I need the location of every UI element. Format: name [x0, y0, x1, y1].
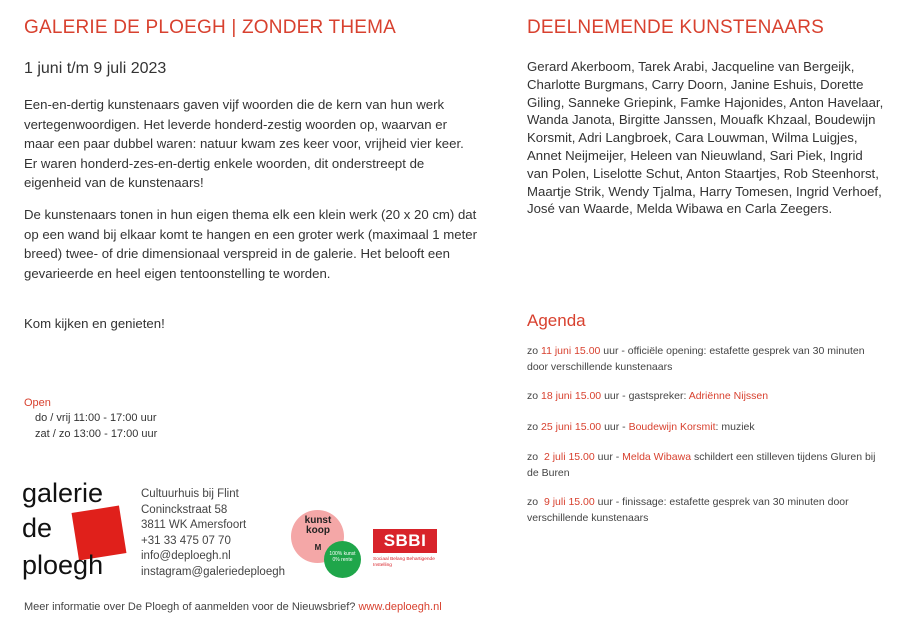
- agenda-text-suffix: schildert een stilleven tijdens Gluren bij de Buren: [527, 451, 876, 479]
- intro-paragraph-1: Een-en-dertig kunstenaars gaven vijf woorden die de kern van hun werk vertegenwoordigen. Het leverde honderd-zestig woorden op, waarvan er maar een paar dubbel waren: natuur kwam zes keer voor, vrijheid vier keer. Er waren honderd-zes-en-dertig enkele woorden, dit onderstreept de eigenheid van de kunstenaars!: [24, 97, 464, 190]
- kunstkoop-wordmark: [303, 516, 333, 536]
- exhibition-dates: 1 juni t/m 9 juli 2023: [24, 60, 167, 77]
- agenda-text: uur - officiële opening: estafette gesprek van 30 minuten door verschillende kunstenaars: [527, 345, 865, 373]
- agenda-date: 9 juli 15.00: [543, 496, 595, 508]
- kunstkoop-line: kunst: [304, 515, 332, 526]
- address-email[interactable]: info@deploegh.nl: [141, 550, 231, 562]
- agenda-item: [527, 389, 882, 405]
- agenda-item: [527, 495, 882, 526]
- kunstkoop-green-text: 100% kunst 0% rente: [329, 551, 356, 563]
- intro-paragraph-2: De kunstenaars tonen in hun eigen thema elk een klein werk (20 x 20 cm) dat op een wand bij elkaar komt te hangen en een groter werk (maximaal 1 meter breed) twee- of drie dimensionaal verspreid in de galerie. Het belooft een gevarieerde en heel eigen tentoonstelling te worden.: [24, 207, 478, 281]
- intro-paragraph-3: Kom kijken en genieten!: [24, 316, 165, 331]
- agenda-text: uur -: [594, 451, 623, 463]
- address-city: 3811 WK Amersfoort: [141, 519, 247, 531]
- agenda-speaker: Boudewijn Korsmit: [628, 421, 716, 433]
- logo-word: de: [22, 513, 53, 543]
- kunstkoop-line: koop: [306, 525, 330, 536]
- opening-hours-line: do / vrij 11:00 - 17:00 uur: [35, 412, 157, 424]
- agenda-item: [527, 450, 882, 481]
- sbbi-logo: [373, 529, 437, 577]
- address-venue: Cultuurhuis bij Flint: [141, 488, 239, 500]
- agenda-text: uur -: [601, 421, 629, 433]
- agenda-date: 2 juli 15.00: [543, 451, 595, 463]
- galerie-de-ploegh-logo: [22, 478, 132, 586]
- agenda-text-suffix: : muziek: [715, 421, 755, 433]
- logo-word: ploegh: [22, 550, 104, 580]
- address-street: Coninckstraat 58: [141, 503, 228, 516]
- kunstkoop-badge: [291, 510, 363, 582]
- kunstkoop-m: M: [314, 543, 322, 552]
- address-instagram[interactable]: instagram@galeriedeploegh: [141, 565, 286, 578]
- page-title: GALERIE DE PLOEGH | ZONDER THEMA: [24, 17, 397, 38]
- agenda-item: [527, 420, 882, 436]
- artists-heading: DEELNEMENDE KUNSTENAARS: [527, 17, 825, 38]
- opening-hours-line: zat / zo 13:00 - 17:00 uur: [35, 428, 158, 440]
- opening-hours-label: Open: [24, 397, 51, 409]
- agenda-date: 25 juni 15.00: [541, 421, 602, 433]
- footer-text: Meer informatie over De Ploegh of aanmelden voor de Nieuwsbrief?: [24, 601, 356, 613]
- agenda-text: uur - finissage: estafette gesprek van 30 minuten door verschillende kunstenaars: [527, 496, 849, 524]
- website-link[interactable]: www.deploegh.nl: [358, 601, 442, 613]
- address-phone[interactable]: +31 33 475 07 70: [141, 534, 231, 547]
- logo-word: galerie: [22, 478, 104, 508]
- agenda-date: 18 juni 15.00: [541, 390, 602, 402]
- agenda-day: zo: [527, 451, 539, 463]
- artists-list: Gerard Akerboom, Tarek Arabi, Jacqueline van Bergeijk, Charlotte Burgmans, Carry Doorn, Janine Eshuis, Dorette Giling, Sanneke Griepink, Famke Hajonides, Anton Havelaar, Wanda Janota, Birgitte Janssen, Mouafk Khzaal, Boudewijn Korsmit, Adri Langbroek, Cara Louwman, Wilma Luigjes, Annet Neijmeijer, Heleen van Nieuwland, Sari Piek, Ingrid van Polen, Liselotte Schut, Anton Staartjes, Rob Steenhorst, Maartje Strik, Wendy Tjalma, Harry Tomesen, Ingrid Verhoef, José van Waarde, Melda Wibawa en Carla Zeegers.: [527, 59, 884, 217]
- sbbi-wordmark: SBBI: [373, 529, 437, 553]
- agenda-text: uur - gastspreker:: [601, 390, 689, 402]
- footer-note: [24, 601, 442, 613]
- agenda-heading: Agenda: [527, 311, 586, 330]
- agenda-item: [527, 344, 882, 375]
- agenda-speaker: Adriënne Nijssen: [688, 390, 769, 402]
- sbbi-subtitle: Sociaal Belang Behartigende Instelling: [373, 557, 435, 568]
- contact-address: [141, 487, 291, 580]
- agenda-speaker: Melda Wibawa: [622, 451, 692, 463]
- agenda-day: zo: [527, 421, 539, 433]
- agenda-day: zo: [527, 345, 539, 357]
- agenda-day: zo: [527, 390, 539, 402]
- agenda-date: 11 juni 15.00: [541, 345, 601, 357]
- agenda-day: zo: [527, 496, 539, 508]
